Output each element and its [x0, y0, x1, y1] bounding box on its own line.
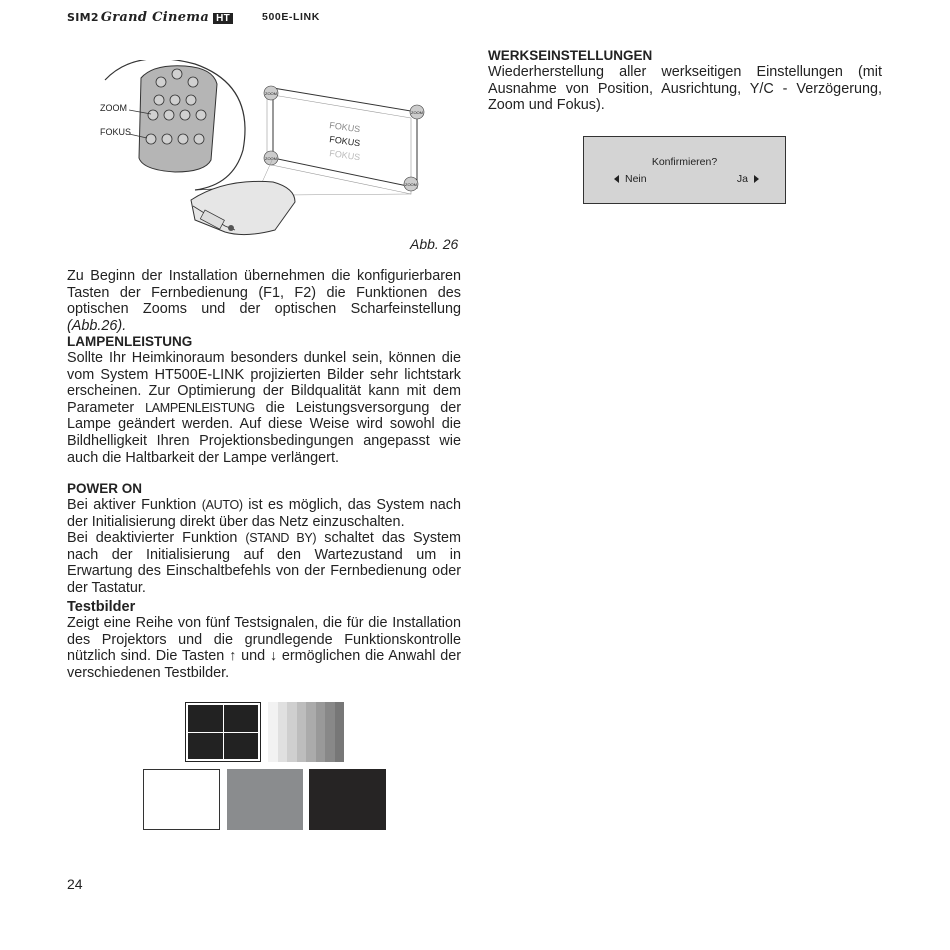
power-p1-b: ist es möglich, das System nach der Initialisierung direkt über das Netz einzuschalten. [67, 497, 462, 530]
test-pattern-grayscale [268, 702, 344, 762]
test-pattern-black [309, 769, 386, 830]
no-option[interactable] [614, 173, 647, 185]
lamp-text-b: die Leistungsversorgung der Lampe geändert werden. Auf diese Weise wird sowohl die Bildhelligkeit Ihren Projektionsbedingungen angepasst wie auch die Haltbarkeit der Lampe verlängert. [67, 399, 461, 466]
power-p1-a: Bei aktiver Funktion [67, 497, 197, 513]
screen-focus-label-2: FOKUS [328, 134, 361, 149]
screen-focus-label-3: FOKUS [328, 148, 361, 163]
remote-label-zoom: ZOOM [100, 103, 127, 113]
corner-zoom-4: ZOOM [405, 182, 417, 187]
intro-text: Zu Beginn der Installation übernehmen die konfigurierbaren Tasten der Fernbedienung (F1, F2) die Funktionen des optischen Zooms und der optischen Scharfeinstellung [67, 268, 461, 318]
test-pattern-gray [227, 769, 303, 830]
model-name: 500E-LINK [262, 11, 320, 23]
gray-step [278, 702, 288, 762]
factory-heading: WERKSEINSTELLUNGEN [488, 48, 653, 63]
power-p2-a: Bei deaktivierter Funktion [67, 530, 238, 547]
confirm-dialog [583, 136, 786, 204]
arrow-right-icon [754, 175, 759, 183]
test-pattern-white [143, 769, 220, 830]
test-pattern-grid [185, 702, 261, 762]
arrow-up-icon: ↑ [229, 648, 237, 665]
test-heading: Testbilder [67, 599, 136, 615]
gray-step [287, 702, 297, 762]
brand-logo [67, 10, 233, 25]
gray-step [325, 702, 335, 762]
remote-label-focus: FOKUS [100, 127, 132, 137]
corner-zoom-1: ZOOM [265, 91, 277, 96]
corner-zoom-3: ZOOM [265, 156, 277, 161]
screen-focus-label-1: FOKUS [328, 120, 361, 135]
lamp-section [67, 334, 461, 466]
corner-zoom-2: ZOOM [411, 110, 423, 115]
arrow-left-icon [614, 175, 619, 183]
yes-option[interactable] [737, 173, 759, 185]
test-text-mid: und [241, 648, 266, 665]
brand-sim: SIM2 [67, 11, 99, 24]
gray-step [268, 702, 278, 762]
gray-step [297, 702, 307, 762]
intro-figure-ref: (Abb.26). [67, 317, 127, 334]
figure-caption: Abb. 26 [410, 236, 459, 252]
test-section [67, 599, 461, 681]
gray-step [335, 702, 345, 762]
brand-ht: HT [213, 13, 233, 24]
gray-step [306, 702, 316, 762]
confirm-question: Konfirmieren? [651, 156, 718, 168]
lamp-heading: LAMPENLEISTUNG [67, 334, 193, 349]
power-p2-b: schaltet das System nach der Initialisierung auf den Wartezustand um in Erwartung des Einschaltbefehls von der Fernbedienung oder der Tastatur. [67, 530, 462, 596]
arrow-down-icon: ↓ [269, 648, 278, 665]
power-p1-param: (AUTO) [201, 498, 243, 512]
factory-text: Wiederherstellung aller werkseitigen Einstellungen (mit Ausnahme von Position, Ausrichtung, Y/C - Verzögerung, Zoom und Fokus). [488, 64, 882, 114]
test-text-a: Zeigt eine Reihe von fünf Testsignalen, die für die Installation des Projektors und die grundlegende Funktionskontrolle nützlich sind. Die Tasten [67, 615, 461, 665]
factory-section [488, 48, 882, 114]
test-text-b: ermöglichen die Anwahl der verschiedenen Testbilder. [67, 648, 462, 681]
no-label: Nein [625, 173, 647, 185]
power-section [67, 481, 461, 597]
remote-projector-illustration [95, 60, 440, 240]
power-p2-param: (STAND BY) [245, 531, 317, 546]
intro-paragraph [67, 268, 461, 334]
lamp-text-a: Sollte Ihr Heimkinoraum besonders dunkel sein, können die vom System HT500E-LINK projizierten Bilder sehr lichtstark erscheinen. Zur Optimierung der Bildqualität kann mit dem Parameter [67, 350, 461, 416]
lamp-param: LAMPENLEISTUNG [145, 400, 255, 415]
gray-step [316, 702, 326, 762]
yes-label: Ja [736, 173, 748, 185]
brand-script: Grand Cinema [100, 10, 210, 25]
page-number: 24 [67, 876, 83, 892]
power-heading: POWER ON [67, 481, 143, 496]
